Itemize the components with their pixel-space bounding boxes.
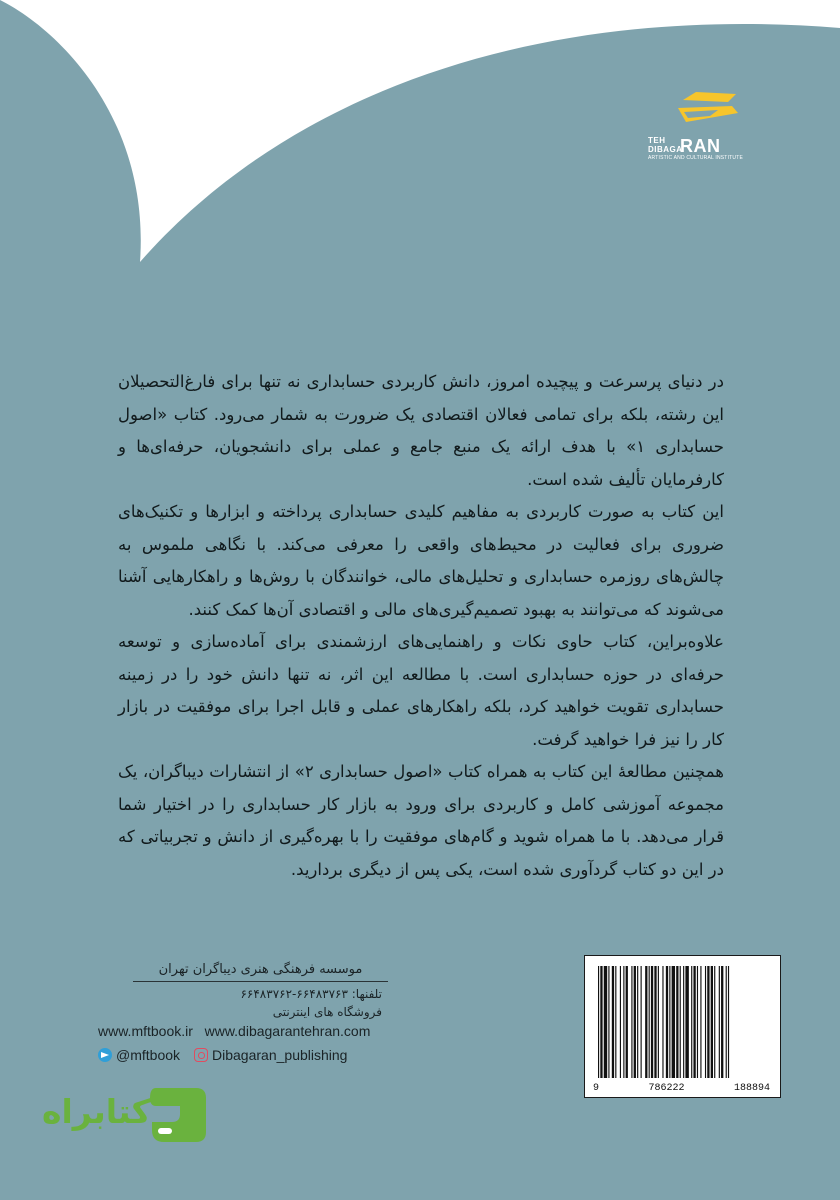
barcode-digit-first: 9 (593, 1083, 600, 1094)
website-link-dibagaran[interactable]: www.dibagarantehran.com (204, 1023, 371, 1039)
book-description (118, 366, 724, 886)
telegram-icon (98, 1048, 112, 1062)
website-link-mftbook[interactable]: www.mftbook.ir (98, 1023, 193, 1039)
instagram-handle: Dibagaran_publishing (212, 1047, 348, 1063)
ketabrah-logo-icon (146, 1082, 210, 1148)
online-stores-label: فروشگاه های اینترنتی (272, 1005, 382, 1019)
isbn-barcode (584, 955, 781, 1098)
publisher-name: موسسه فرهنگی هنری دیباگران تهران (133, 962, 388, 982)
ketabrah-watermark (38, 1072, 218, 1162)
telegram-handle: @mftbook (116, 1047, 181, 1063)
logo-emblem-icon (648, 88, 748, 138)
logo-brand-large: RAN (680, 136, 721, 156)
publisher-info (98, 962, 388, 1063)
barcode-digits (585, 1083, 782, 1094)
description-paragraph: این کتاب به صورت کاربردی به مفاهیم کلیدی حسابداری پرداخته و ابزارها و تکنیک‌های ضروری برای فعالیت در محیط‌های واقعی را معرفی می‌کند. با نگاهی ملموس به چالش‌های روزمره حسابداری و تحلیل‌های مالی، خوانندگان با روش‌ها و راهکارهایی آشنا می‌شوند که می‌توانند به بهبود تصمیم‌گیری‌های مالی و اقتصادی آن‌ها کمک کنند. (118, 502, 724, 619)
description-paragraph: علاوه‌براین، کتاب حاوی نکات و راهنمایی‌های ارزشمندی برای آماده‌سازی و توسعه حرفه‌ای در حوزه حسابداری است. با مطالعه این اثر، نه تنها دانش خود را در زمینه حسابداری تقویت خواهید کرد، بلکه راهکارهای عملی و قابل اجرا برای موفقیت در بازار کار را نیز فرا خواهید گرفت. (118, 632, 724, 749)
barcode-digits-mid: 786222 (648, 1083, 685, 1094)
barcode-bars (592, 966, 775, 1078)
telegram-link[interactable] (98, 1047, 180, 1063)
description-paragraph: در دنیای پرسرعت و پیچیده امروز، دانش کاربردی حسابداری نه تنها برای فارغ‌التحصیلان این رشته، بلکه برای تمامی فعالان اقتصادی یک ضرورت به شمار می‌رود. کتاب «اصول حسابداری ۱» با هدف ارائه یک منبع جامع و عملی برای دانشجویان، حرفه‌ای‌ها و کارفرمایان تألیف شده است. (118, 372, 724, 489)
barcode-digits-last: 188894 (733, 1083, 770, 1094)
logo-tagline: ARTISTIC AND CULTURAL INSTITUTE (648, 155, 744, 161)
dibagaran-logo (648, 88, 748, 168)
social-links (98, 1047, 388, 1063)
publisher-phone: تلفنها: ۶۶۴۸۳۷۶۳-۶۶۴۸۳۷۶۲ (240, 987, 382, 1001)
white-swoosh-decoration (0, 0, 840, 400)
ketabrah-label: کتابراه (42, 1092, 151, 1131)
instagram-link[interactable] (194, 1047, 347, 1063)
instagram-icon (194, 1048, 208, 1062)
logo-brand-small: TEH DIBAGA (648, 136, 683, 154)
description-paragraph: همچنین مطالعهٔ این کتاب به همراه کتاب «اصول حسابداری ۲» از انتشارات دیباگران، یک مجموعه آموزشی کامل و کاربردی برای ورود به بازار کار حسابداری را در اختیار شما قرار می‌دهد. با ما همراه شوید و گام‌های موفقیت را با بهره‌گیری از دانش و تجربیاتی که در این دو کتاب گردآوری شده است، یکی پس از دیگری بردارید. (118, 762, 724, 879)
websites (98, 1023, 388, 1039)
